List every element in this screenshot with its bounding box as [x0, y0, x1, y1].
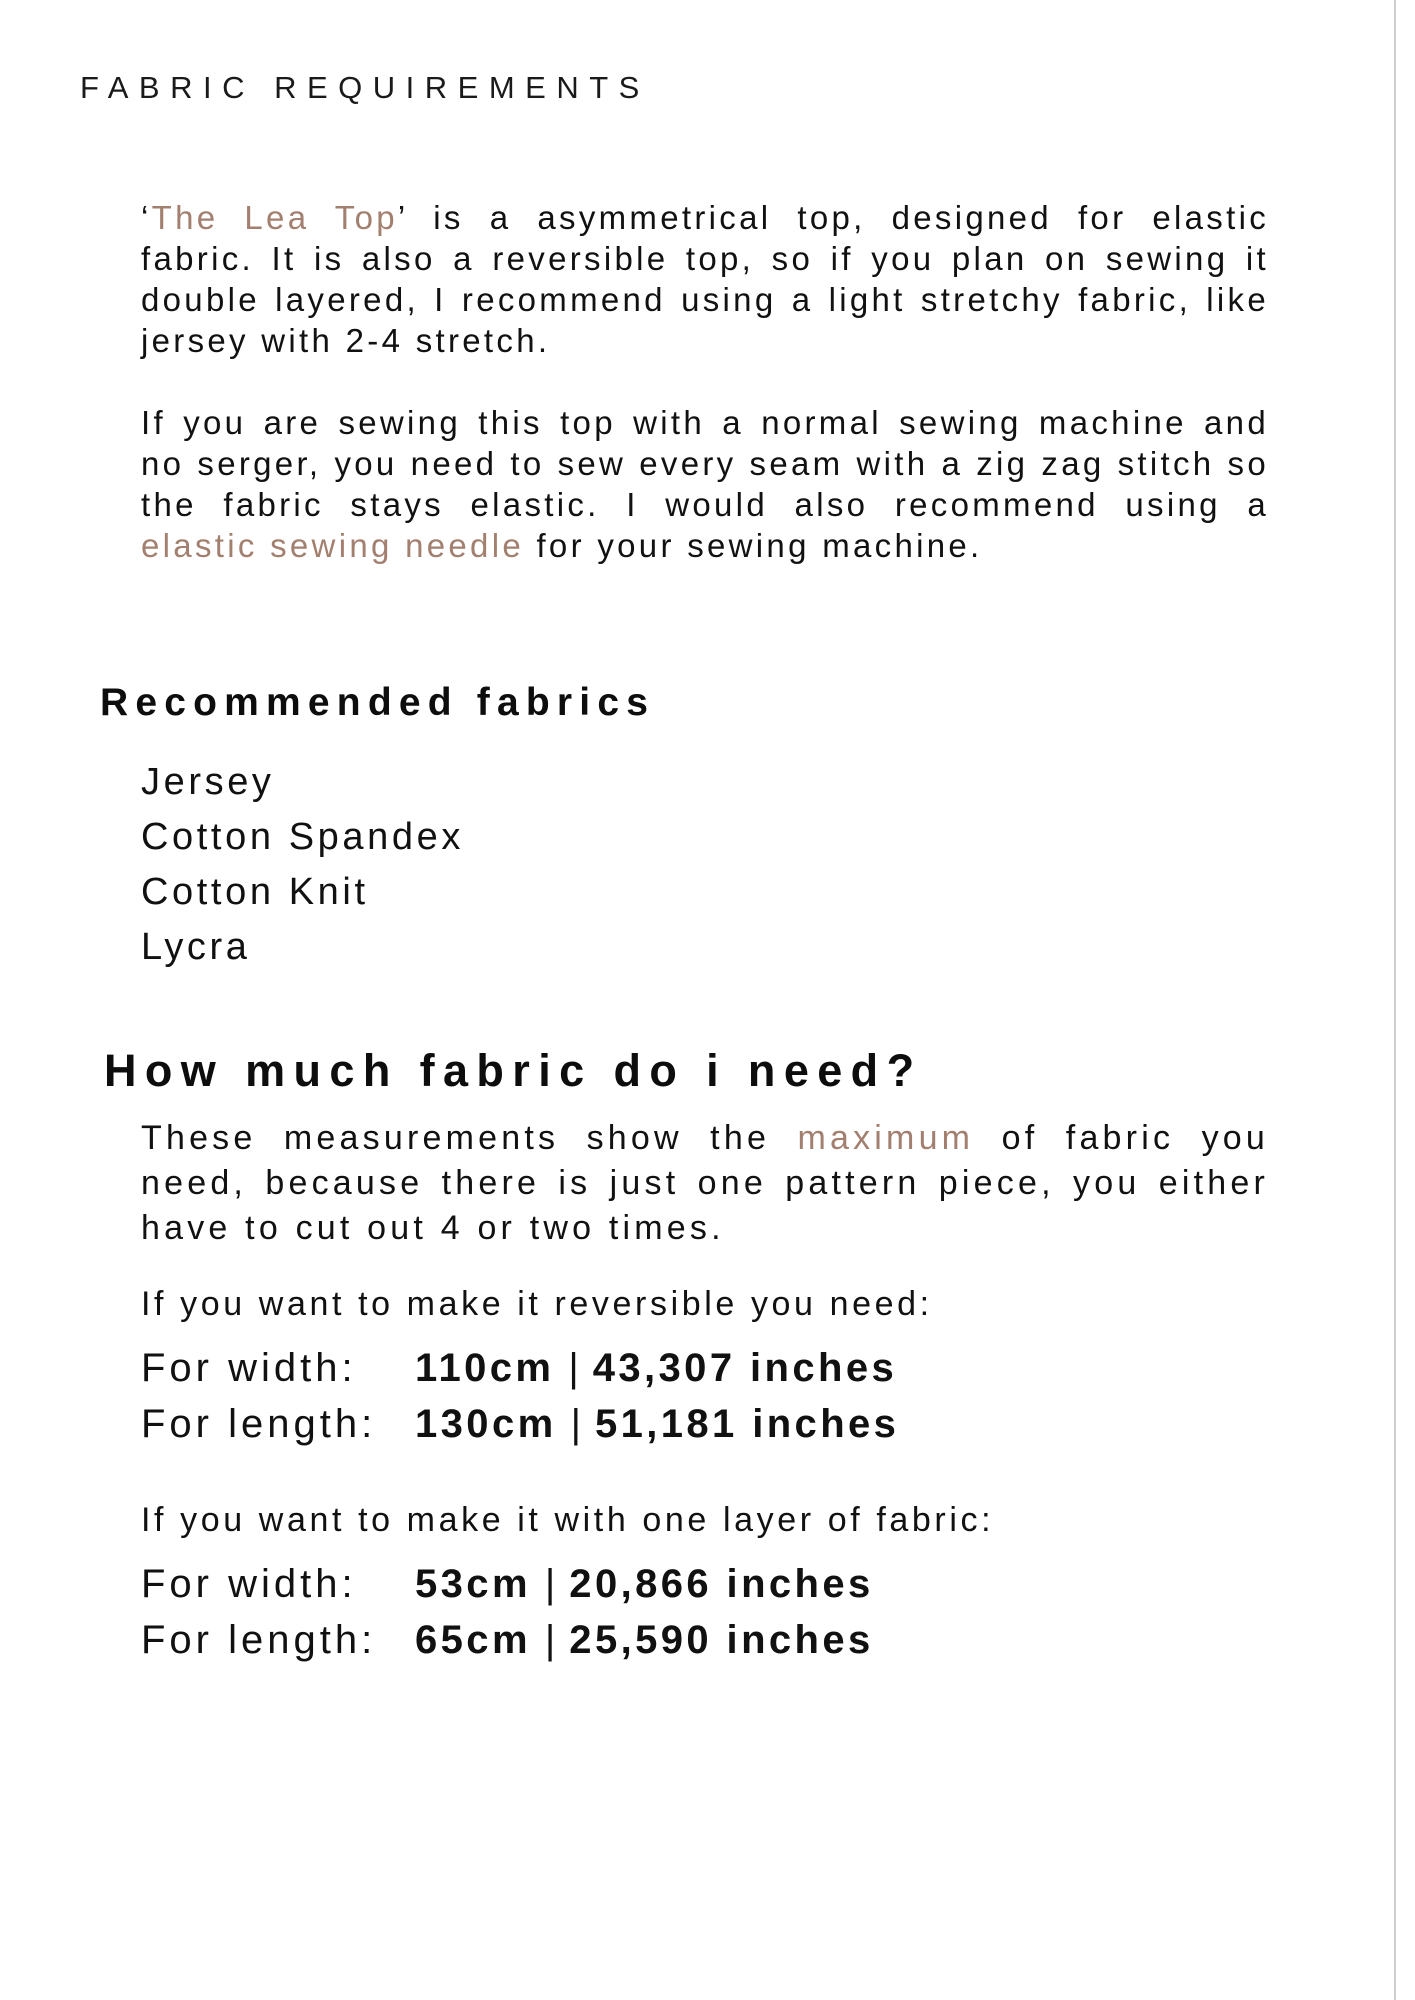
reversible-length-row — [141, 1402, 899, 1458]
elastic-needle-link: elastic sewing needle — [141, 527, 524, 564]
fabric-list — [141, 755, 464, 975]
width-cm-value: 110cm — [415, 1346, 555, 1390]
intro-paragraph-2-text-b: for your sewing machine. — [524, 527, 983, 564]
page-title: FABRIC REQUIREMENTS — [80, 70, 650, 105]
unit-separator: | — [544, 1562, 556, 1606]
product-name-link: The Lea Top — [151, 199, 398, 236]
unit-separator: | — [568, 1346, 579, 1390]
maximum-highlight: maximum — [797, 1119, 975, 1157]
single-length-row — [141, 1618, 874, 1674]
fabric-amount-heading: How much fabric do i need? — [104, 1045, 923, 1096]
measurements-text-a: These measurements show the — [141, 1119, 798, 1157]
reversible-width-row — [141, 1346, 899, 1402]
unit-separator: | — [570, 1402, 581, 1446]
fabric-list-item: Lycra — [141, 926, 251, 968]
intro-paragraph-2-text-a: If you are sewing this top with a normal sewing machine and no serger, you need to sew every seam with a zig zag stitch so the fabric stays elastic. I would also recommend using a — [141, 404, 1269, 523]
single-layer-intro: If you want to make it with one layer of fabric: — [141, 1501, 995, 1539]
reversible-measurements — [141, 1346, 899, 1458]
fabric-list-item: Cotton Spandex — [141, 816, 464, 858]
length-cm-value: 130cm — [415, 1402, 557, 1446]
width-label: For width: — [141, 1562, 357, 1606]
single-width-row — [141, 1562, 874, 1618]
length-cm-value: 65cm — [415, 1618, 531, 1662]
intro-paragraph-1 — [141, 197, 1269, 361]
length-label: For length: — [141, 1618, 377, 1662]
fabric-list-item: Cotton Knit — [141, 871, 369, 913]
length-inches-value: 25,590 inches — [569, 1618, 874, 1662]
unit-separator: | — [544, 1618, 556, 1662]
width-label: For width: — [141, 1346, 357, 1390]
recommended-fabrics-heading: Recommended fabrics — [100, 681, 656, 724]
measurements-text-b: of fabric you need, because there is just one pattern piece, you either have to cut out 4 or two times. — [141, 1119, 1269, 1247]
reversible-intro: If you want to make it reversible you need: — [141, 1285, 933, 1323]
length-label: For length: — [141, 1402, 377, 1446]
single-layer-measurements — [141, 1562, 874, 1674]
width-inches-value: 20,866 inches — [569, 1562, 874, 1606]
width-cm-value: 53cm — [415, 1562, 531, 1606]
measurements-explanation — [141, 1116, 1269, 1251]
intro-paragraph-1-text: ’ is a asymmetrical top, designed for elastic fabric. It is also a reversible top, so if you plan on sewing it double layered, I recommend using a light stretchy fabric, like jersey with 2-4 stretch. — [141, 199, 1270, 359]
width-inches-value: 43,307 inches — [592, 1346, 898, 1390]
intro-paragraph-2 — [141, 402, 1269, 566]
page-edge-line — [1394, 0, 1396, 2000]
quote-open: ‘ — [141, 199, 152, 236]
fabric-list-item: Jersey — [141, 761, 275, 803]
length-inches-value: 51,181 inches — [594, 1402, 900, 1446]
